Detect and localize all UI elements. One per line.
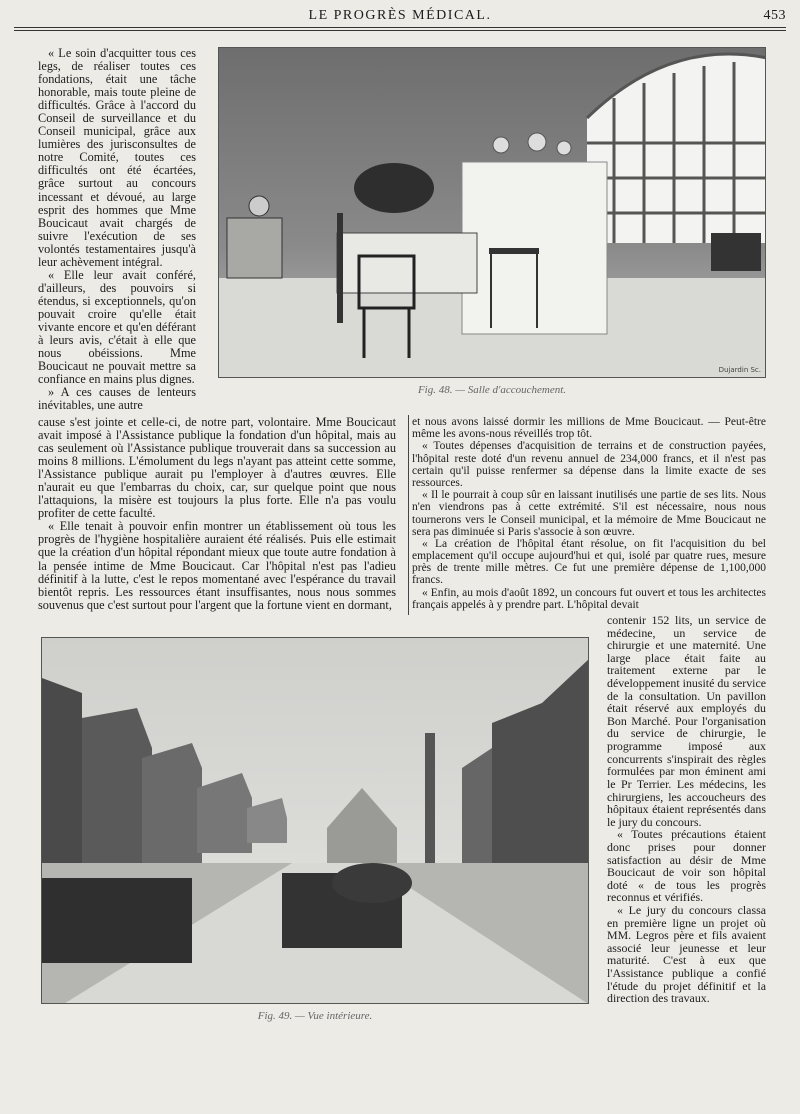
paragraph: « Il le pourrait à coup sûr en laissant inutilisés une partie de ses lits. Nous n'en viendrons pas à cette extrémité. S'il est nécessaire, nous nous tournerons vers le Conseil municipal, et la mémoire de Mme Boucicaut ne sera pas diminuée si Paris s'associe à son œuvre. xyxy=(412,489,766,538)
paragraph: et nous avons laissé dormir les millions de Mme Boucicaut. — Peut-être même les avons-nous réveillés trop tôt. xyxy=(412,416,766,441)
figure-48-delivery-room xyxy=(218,47,766,378)
running-header xyxy=(14,6,786,26)
col1-wide-text xyxy=(38,416,396,612)
col1-narrow-text xyxy=(38,47,196,412)
paragraph: « Enfin, au mois d'août 1892, un concours fut ouvert et tous les architectes français appelés à y prendre part. L'hôpital devait xyxy=(412,586,766,611)
delivery-room-illustration xyxy=(219,48,766,378)
paragraph: « La création de l'hôpital étant résolue, on fit l'acquisition du bel emplacement qu'il occupe aujourd'hui et qui, isolé par quatre rues, mesure près de trente mille mètres. Ce fut une première dépense de 1,100,000 francs. xyxy=(412,537,766,587)
journal-title: LE PROGRÈS MÉDICAL. xyxy=(308,8,492,23)
paragraph: « Le jury du concours classa en première ligne un projet où MM. Legros père et fils avaient associé leur jeunesse et leur maturité. C'est à eux que l'Assistance publique a confié l'étude du projet définitif et la direction des travaux. xyxy=(607,903,766,1006)
figure-49-interior-view xyxy=(41,637,589,1004)
paragraph: « Elle tenait à pouvoir enfin montrer un établissement où tous les progrès de l'hygiène hospitalière auraient été réalisés. Puis elle estimait que la création d'un hôpital répondant mieux que toute autre fondation à la pensée intime de Mme Boucicaut. Car l'hôpital n'est pas l'adieu définitif à la lutte, c'est le repos momentané avec l'espérance du travail bientôt repris. Les ressources étant insuffisantes, nous nous sommes souvenus que c'est surtout pour l'argent que la fortune vient en dormant, xyxy=(38,519,396,612)
paragraph: contenir 152 lits, un service de médecine, un service de chirurgie et une maternité. Une large place était faite au traitement externe par le développement inusité du service de la consultation. Un pavillon était réservé aux employés du Bon Marché. Pour l'organisation du service de chirurgie, le programme imposé aux concurrents s'inspirait des règles formulées par mon éminent ami le Pr Terrier. Les médecins, les chirurgiens, les accoucheurs des hôpitaux étaient représentés dans le jury du concours. xyxy=(607,613,766,829)
paragraph: « Le soin d'acquitter tous ces legs, de réaliser toutes ces fondations, était une tâche honorable, mais toute pleine de difficultés. Grâce à l'accord du Conseil de surveillance et du Conseil municipal, grâce aux lumières des jurisconsultes de notre Comité, toutes ces difficultés ont été écartées, grâce surtout au concours incessant et dévoué, au large esprit des hommes que Mme Boucicaut avait chargés de suivre l'exécution de ses volontés testamentaires jusqu'à leur achèvement intégral. xyxy=(38,46,196,269)
paragraph: « Toutes précautions étaient donc prises pour donner satisfaction au désir de Mme Boucicaut de voir son hôpital doté « de tous les progrès reconnus et vérifiés. xyxy=(607,827,766,905)
paragraph: « Toutes dépenses d'acquisition de terrains et de construction payées, l'hôpital reste doté d'un revenu annuel de 234,000 francs, et il n'est pas certain qu'il puisse renfermer sa dépense dans la limite exacte de ses ressources. xyxy=(412,440,766,489)
col2-narrow-text xyxy=(607,614,766,1005)
figure-48-caption: Fig. 48. — Salle d'accouchement. xyxy=(417,384,567,396)
page-number: 453 xyxy=(763,8,786,23)
col2-wide-text xyxy=(412,416,766,611)
header-rule xyxy=(14,27,786,28)
hospital-courtyard-illustration xyxy=(42,638,589,1004)
paragraph: cause s'est jointe et celle-ci, de notre part, volontaire. Mme Boucicaut avait imposé à l'Assistance publique la fondation d'un hôpital, mais au cas seulement où l'Assistance publique trouverait dans sa succession au moins 8 millions. L'émolument du legs n'ayant pas atteint cette somme, l'Assistance publique aurait pu l'employer à d'autres œuvres. Elle n'aurait eu que l'embarras du choix, car, sur quelque point que nous l'attaquions, la misère est toujours la plus forte. Elle n'a pas voulu profiter de cette faculté. xyxy=(38,415,396,521)
paragraph: » A ces causes de lenteurs inévitables, une autre xyxy=(38,385,196,413)
column-divider xyxy=(408,415,409,615)
figure-49-caption: Fig. 49. — Vue intérieure. xyxy=(257,1010,373,1022)
paragraph: « Elle leur avait conféré, d'ailleurs, des pouvoirs si étendus, si exceptionnels, qu'on pouvait croire qu'elle était vivante encore et qu'en déférant à leurs avis, c'était à elle que nous obéissions. Mme Boucicaut ne pouvait mettre sa confiance en mains plus dignes. xyxy=(38,267,196,387)
engraver-credit: Dujardin Sc. xyxy=(718,366,761,374)
header-rule-double xyxy=(14,30,786,31)
